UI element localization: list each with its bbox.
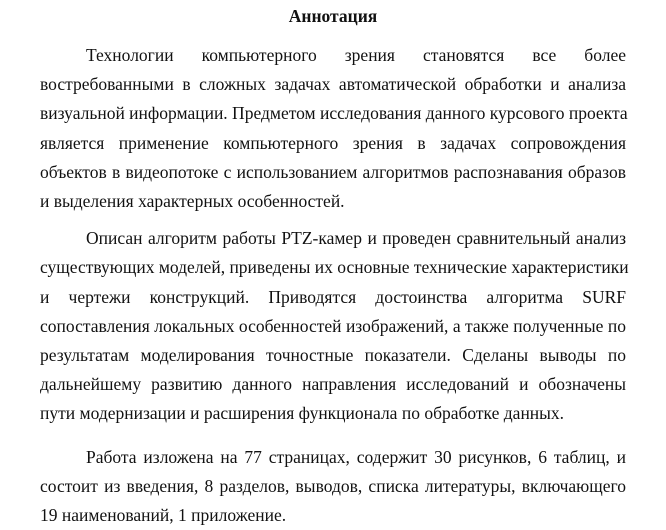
text-line: визуальной информации. Предметом исследования данного курсового проекта [40,103,628,124]
text-line: пути модернизации и расширения функционала по обработке данных. [40,403,565,424]
text-line: сопоставления локальных особенностей изображений, а также полученные по [40,315,626,336]
text-line: и чертежи конструкций. Приводятся достоинства алгоритма SURF [40,286,626,307]
text-line: востребованными в сложных задачах автоматической обработки и анализа [40,74,626,95]
paragraph-structure [40,443,626,530]
document-title: Аннотация [288,6,378,26]
text-line: объектов в видеопотоке с использованием алгоритмов распознавания образов [40,161,626,182]
text-line: Работа изложена на 77 страницах, содержит 30 рисунков, 6 таблиц, и [86,446,626,467]
text-line: существующих моделей, приведены их основные технические характеристики [40,257,629,278]
text-line: дальнейшему развитию данного направления исследований и обозначены [40,374,626,395]
text-line: состоит из введения, 8 разделов, выводов, списка литературы, включающего [40,475,626,496]
text-line: Описан алгоритм работы PTZ-камер и проведен сравнительный анализ [86,228,626,249]
paragraph-content [40,224,629,428]
paragraph-purpose [40,41,626,216]
text-line: и выделения характерных особенностей. [40,191,345,212]
text-line: 19 наименований, 1 приложение. [40,505,287,526]
text-line: Технологии компьютерного зрения становятся все более [86,45,626,65]
text-line: является применение компьютерного зрения в задачах сопровождения [40,132,626,153]
text-line: результатам моделирования точностные показатели. Сделаны выводы по [40,345,626,366]
document-page [40,0,629,530]
